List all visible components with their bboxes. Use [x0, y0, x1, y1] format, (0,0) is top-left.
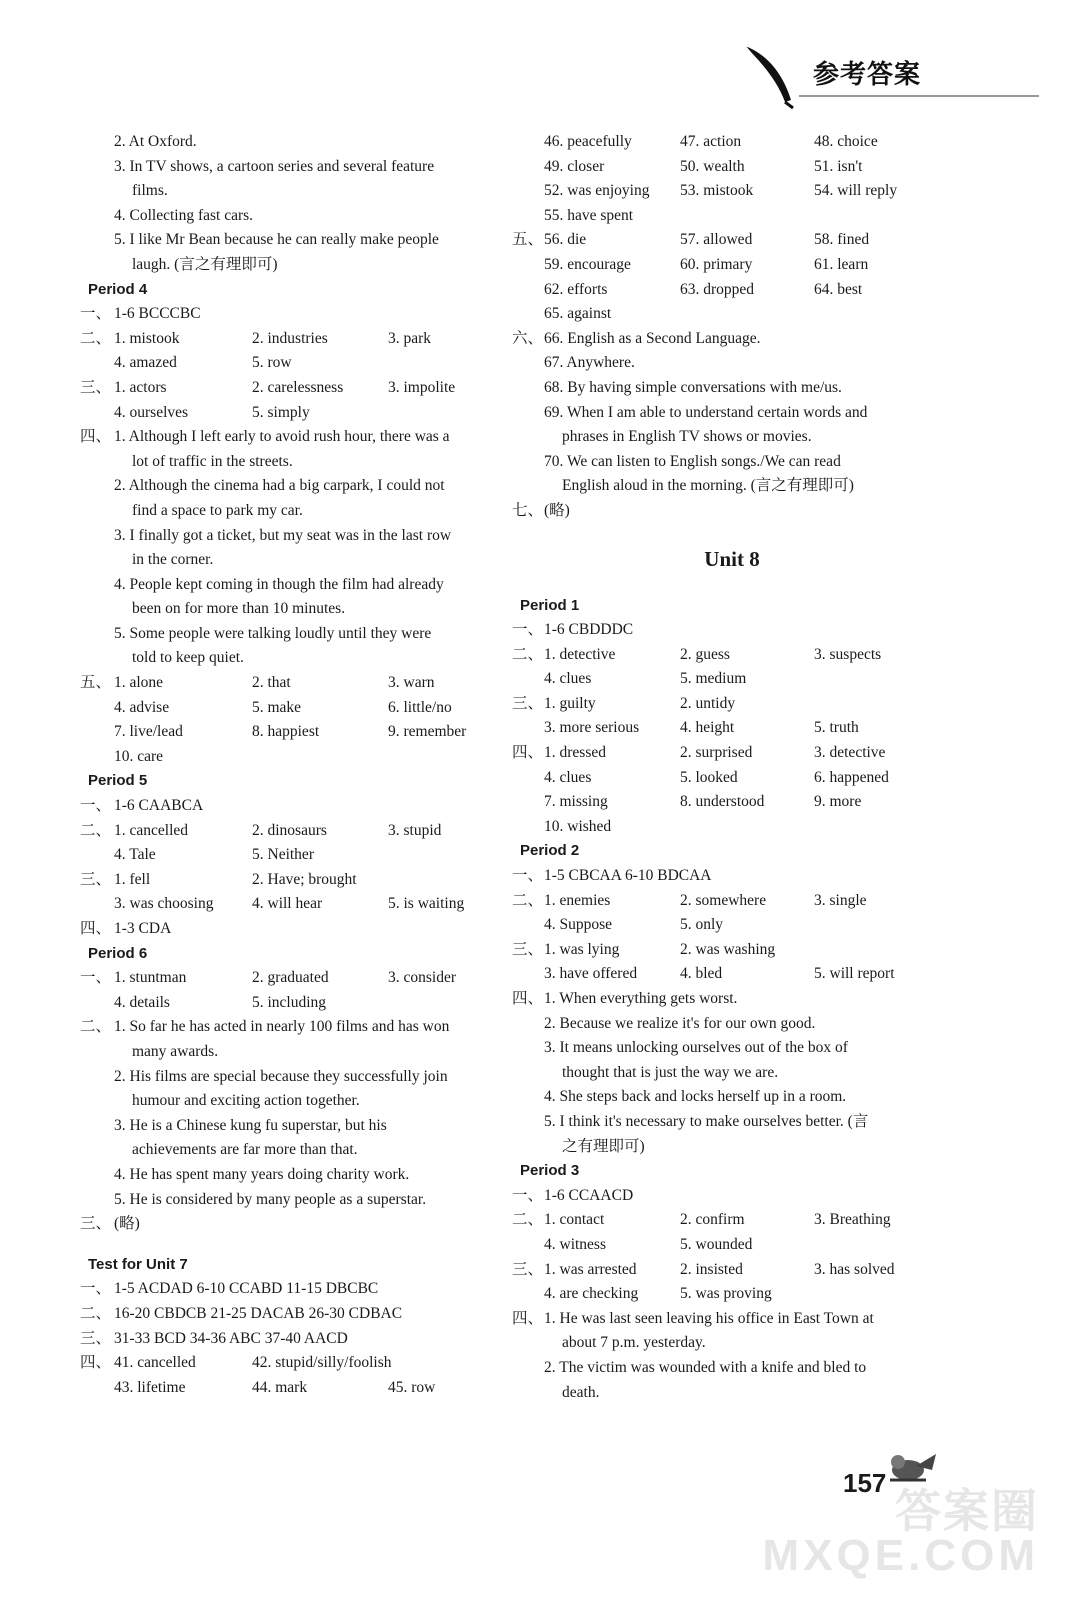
question-marker: 二、 — [512, 1211, 544, 1229]
question-marker: 三、 — [80, 870, 112, 888]
answer-line — [80, 179, 520, 204]
answer-line — [512, 155, 952, 180]
answer-cell: 5. truth — [814, 719, 859, 737]
answer-text: 5. I like Mr Bean because he can really make people — [114, 231, 439, 249]
answer-line — [512, 766, 952, 791]
answer-cell: 4. height — [680, 719, 735, 737]
answer-text: in the corner. — [132, 551, 214, 569]
answer-line — [512, 228, 952, 253]
answer-line — [80, 1351, 520, 1376]
answer-cell: 2. confirm — [680, 1211, 745, 1229]
answer-cell: 1. actors — [114, 378, 167, 396]
answer-text: 5. He is considered by many people as a superstar. — [114, 1190, 427, 1208]
answer-line — [80, 671, 520, 696]
question-marker: 五、 — [512, 231, 544, 249]
answer-cell: 61. learn — [814, 255, 869, 273]
header-rule — [799, 95, 1039, 97]
answer-line — [80, 155, 520, 180]
answer-cell: 63. dropped — [680, 280, 755, 298]
question-marker: 一、 — [80, 797, 112, 815]
answer-line — [512, 499, 952, 524]
answer-line — [80, 1089, 520, 1114]
answer-cell: 1. enemies — [544, 891, 611, 909]
answer-line — [512, 278, 952, 303]
page-header — [739, 40, 1039, 110]
question-marker: 三、 — [80, 1329, 112, 1347]
answer-text: 3. In TV shows, a cartoon series and several feature — [114, 157, 435, 175]
answer-text: find a space to park my car. — [132, 501, 303, 519]
answer-cell: 3. stupid — [388, 821, 442, 839]
answer-cell: 54. will reply — [814, 182, 898, 200]
answer-text: many awards. — [132, 1042, 219, 1060]
answer-line — [80, 696, 520, 721]
answer-line — [512, 351, 952, 376]
section-heading: Period 1 — [520, 596, 580, 614]
question-marker: 三、 — [80, 1215, 112, 1233]
answer-cell: 5. will report — [814, 965, 895, 983]
answer-line — [512, 327, 952, 352]
answer-text: been on for more than 10 minutes. — [132, 600, 346, 618]
answer-text: 5. Some people were talking loudly until they were — [114, 624, 432, 642]
answer-line — [80, 548, 520, 573]
answer-text: English aloud in the morning. (言之有理即可) — [562, 477, 854, 495]
answer-text: 4. He has spent many years doing charity work. — [114, 1165, 410, 1183]
answer-line — [80, 843, 520, 868]
answer-line — [512, 889, 952, 914]
answer-cell: 3. Breathing — [814, 1211, 891, 1229]
answer-cell: 3. has solved — [814, 1260, 895, 1278]
answer-line — [80, 204, 520, 229]
question-marker: 三、 — [80, 378, 112, 396]
answer-text: (略) — [114, 1215, 140, 1233]
question-marker: 四、 — [512, 744, 544, 762]
answer-line — [512, 302, 952, 327]
answer-cell: 64. best — [814, 280, 863, 298]
answer-cell: 1. was arrested — [544, 1260, 637, 1278]
answer-text: achievements are far more than that. — [132, 1141, 358, 1159]
answer-cell: 4. ourselves — [114, 403, 189, 421]
answer-text: 1. Although I left early to avoid rush hour, there was a — [114, 428, 450, 446]
answer-column-left — [80, 130, 520, 1400]
answer-cell: 2. surprised — [680, 744, 753, 762]
answer-line — [512, 204, 952, 229]
answer-line — [512, 1381, 952, 1406]
answer-cell: 10. care — [114, 747, 164, 765]
answer-line — [80, 1302, 520, 1327]
answer-line — [512, 1061, 952, 1086]
answer-line — [80, 573, 520, 598]
answer-cell: 1-6 BCCCBC — [114, 305, 201, 323]
answer-cell: 4. are checking — [544, 1285, 639, 1303]
answer-cell: 5. make — [252, 698, 302, 716]
answer-line — [512, 864, 952, 889]
answer-cell: 6. happened — [814, 768, 889, 786]
answer-cell: 5. row — [252, 354, 292, 372]
answer-line — [512, 790, 952, 815]
answer-line — [80, 130, 520, 155]
answer-cell: 2. graduated — [252, 969, 329, 987]
answer-cell: 1. alone — [114, 674, 164, 692]
answer-line — [512, 1135, 952, 1160]
answer-cell: 8. understood — [680, 793, 765, 811]
answer-line — [512, 643, 952, 668]
answer-text: 1-5 ACDAD 6-10 CCABD 11-15 DBCBC — [114, 1280, 379, 1298]
answer-line — [80, 1277, 520, 1302]
answer-cell: 1. stuntman — [114, 969, 187, 987]
question-marker: 四、 — [80, 1354, 112, 1372]
answer-cell: 1-6 CCAACD — [544, 1186, 634, 1204]
answer-cell: 7. live/lead — [114, 723, 183, 741]
quill-pen-icon — [739, 40, 799, 110]
answer-cell: 7. missing — [544, 793, 608, 811]
unit-title: Unit 8 — [704, 546, 760, 571]
answer-cell: 9. more — [814, 793, 862, 811]
answer-cell: 3. have offered — [544, 965, 638, 983]
answer-cell: 3. consider — [388, 969, 457, 987]
answer-cell: 1. contact — [544, 1211, 605, 1229]
mascot-icon — [880, 1440, 940, 1490]
answer-line — [512, 962, 952, 987]
answer-line — [512, 425, 952, 450]
answer-line — [512, 667, 952, 692]
answer-cell: 49. closer — [544, 157, 605, 175]
answer-line — [80, 351, 520, 376]
answer-text: told to keep quiet. — [132, 649, 244, 667]
question-marker: 四、 — [80, 920, 112, 937]
section-heading: Period 3 — [520, 1162, 580, 1180]
answer-line — [512, 401, 952, 426]
answer-line — [80, 966, 520, 991]
answer-line — [512, 1085, 952, 1110]
answer-line — [80, 376, 520, 401]
answer-cell: 55. have spent — [544, 206, 634, 224]
section-heading: Period 2 — [520, 842, 580, 860]
answer-cell: 5. including — [252, 993, 327, 1011]
question-marker: 二、 — [80, 1018, 112, 1036]
answer-cell: 2. untidy — [680, 694, 736, 712]
answer-cell: 2. somewhere — [680, 891, 767, 909]
answer-cell: 1-3 CDA — [114, 920, 172, 937]
answer-cell: 8. happiest — [252, 723, 320, 741]
spacer — [80, 1237, 520, 1253]
question-marker: 一、 — [512, 621, 544, 639]
answer-cell: 4. amazed — [114, 354, 177, 372]
answer-cell: 58. fined — [814, 231, 870, 249]
question-marker: 七、 — [512, 501, 544, 519]
answer-cell: 4. Suppose — [544, 916, 613, 934]
answer-line — [80, 1015, 520, 1040]
answer-text: phrases in English TV shows or movies. — [562, 428, 812, 446]
answer-text: 5. I think it's necessary to make ourselves better. (言 — [544, 1112, 869, 1130]
answer-line — [80, 1040, 520, 1065]
section-heading: Period 4 — [88, 280, 148, 298]
question-marker: 二、 — [80, 821, 112, 839]
answer-line — [80, 892, 520, 917]
answer-cell: 5. medium — [680, 670, 747, 688]
answer-line — [80, 401, 520, 426]
answer-cell: 3. warn — [388, 674, 435, 692]
watermark — [762, 1485, 1039, 1580]
answer-cell: 2. Have; brought — [252, 870, 357, 888]
answer-line — [80, 1188, 520, 1213]
answer-line — [512, 130, 952, 155]
answer-line — [512, 987, 952, 1012]
answer-text: 之有理即可) — [562, 1137, 645, 1155]
answer-cell: 5. was proving — [680, 1285, 772, 1303]
answer-line — [80, 720, 520, 745]
answer-cell: 59. encourage — [544, 255, 631, 273]
answer-line — [512, 1307, 952, 1332]
answer-line — [512, 474, 952, 499]
answer-text: laugh. (言之有理即可) — [132, 255, 278, 273]
answer-cell: 65. against — [544, 305, 612, 323]
answer-text: humour and exciting action together. — [132, 1092, 360, 1110]
question-marker: 四、 — [512, 990, 544, 1007]
question-marker: 六、 — [512, 329, 544, 347]
answer-line — [512, 815, 952, 840]
answer-line — [80, 646, 520, 671]
answer-cell: 60. primary — [680, 255, 753, 273]
answer-cell: 4. bled — [680, 965, 723, 983]
answer-cell: 46. peacefully — [544, 133, 632, 150]
section-heading: Period 5 — [88, 772, 148, 790]
question-marker: 一、 — [512, 1186, 544, 1204]
answer-cell: 44. mark — [252, 1378, 308, 1396]
answer-line — [512, 376, 952, 401]
answer-text: 1. So far he has acted in nearly 100 films and has won — [114, 1018, 450, 1036]
answer-cell: 5. only — [680, 916, 724, 934]
answer-line — [512, 716, 952, 741]
answer-text: 2. The victim was wounded with a knife and bled to — [544, 1358, 867, 1376]
answer-line — [512, 179, 952, 204]
answer-line — [80, 819, 520, 844]
answer-text: 2. At Oxford. — [114, 133, 197, 150]
answer-text: 2. Because we realize it's for our own good. — [544, 1014, 816, 1032]
answer-text: 3. I finally got a ticket, but my seat was in the last row — [114, 526, 452, 544]
answer-cell: 1. fell — [114, 870, 151, 888]
answer-text: 1. He was last seen leaving his office in East Town at — [544, 1309, 874, 1327]
answer-line — [512, 1012, 952, 1037]
answer-line — [80, 1376, 520, 1401]
answer-cell: 5. looked — [680, 768, 738, 786]
answer-cell: 41. cancelled — [114, 1354, 196, 1372]
answer-cell: 52. was enjoying — [544, 182, 650, 200]
answer-cell: 62. efforts — [544, 280, 608, 298]
answer-line — [80, 1212, 520, 1237]
question-marker: 四、 — [512, 1309, 544, 1327]
answer-cell: 2. insisted — [680, 1260, 743, 1278]
answer-text: 3. It means unlocking ourselves out of the box of — [544, 1039, 848, 1057]
question-marker: 一、 — [512, 867, 544, 885]
answer-cell: 3. suspects — [814, 645, 882, 663]
answer-cell: 3. single — [814, 891, 867, 909]
question-marker: 二、 — [512, 645, 544, 663]
answer-cell: 48. choice — [814, 133, 878, 150]
answer-text: films. — [132, 182, 168, 200]
answer-text: 16-20 CBDCB 21-25 DACAB 26-30 CDBAC — [114, 1304, 403, 1322]
answer-line — [80, 1114, 520, 1139]
answer-text: about 7 p.m. yesterday. — [562, 1334, 706, 1352]
answer-cell: 1. cancelled — [114, 821, 189, 839]
answer-line — [512, 450, 952, 475]
question-marker: 三、 — [512, 940, 544, 958]
answer-line — [80, 1327, 520, 1352]
watermark-brand: 答案圈 — [895, 1485, 1039, 1537]
answer-line — [512, 1233, 952, 1258]
question-marker: 五、 — [80, 674, 112, 692]
answer-cell: 10. wished — [544, 817, 612, 835]
answer-cell: 1. dressed — [544, 744, 606, 762]
question-marker: 一、 — [80, 305, 112, 323]
answer-line — [512, 1208, 952, 1233]
answer-cell: 4. advise — [114, 698, 170, 716]
answer-cell: 4. will hear — [252, 895, 323, 913]
answer-text: 2. His films are special because they successfully join — [114, 1067, 448, 1085]
answer-cell: 53. mistook — [680, 182, 754, 200]
answer-line — [512, 741, 952, 766]
answer-line — [512, 1258, 952, 1283]
answer-line — [80, 1138, 520, 1163]
answer-line — [80, 425, 520, 450]
answer-cell: 1-6 CAABCA — [114, 797, 204, 815]
answer-cell: 2. guess — [680, 645, 730, 663]
answer-cell: 9. remember — [388, 723, 467, 741]
answer-cell: 57. allowed — [680, 231, 753, 249]
answer-line — [512, 618, 952, 643]
answer-cell: 4. witness — [544, 1235, 606, 1253]
answer-line — [80, 794, 520, 819]
answer-cell: 2. carelessness — [252, 378, 344, 396]
answer-line — [80, 450, 520, 475]
answer-text: 66. English as a Second Language. — [544, 329, 761, 347]
answer-line — [512, 253, 952, 278]
question-marker: 二、 — [80, 1304, 112, 1322]
answer-cell: 45. row — [388, 1378, 436, 1396]
answer-line — [80, 524, 520, 549]
answer-line — [512, 1356, 952, 1381]
section-heading: Period 6 — [88, 944, 148, 962]
watermark-url: MXQE.COM — [762, 1531, 1039, 1580]
answer-cell: 5. wounded — [680, 1235, 753, 1253]
question-marker: 一、 — [80, 969, 112, 987]
answer-cell: 43. lifetime — [114, 1378, 186, 1396]
header-title: 参考答案 — [812, 60, 921, 90]
answer-cell: 1. mistook — [114, 329, 180, 347]
answer-line — [80, 1163, 520, 1188]
answer-cell: 2. industries — [252, 329, 328, 347]
page-number: 157 — [843, 1468, 887, 1498]
answer-cell: 3. park — [388, 329, 432, 347]
answer-cell: 1. was lying — [544, 940, 620, 958]
answer-line — [512, 1110, 952, 1135]
answer-cell: 4. clues — [544, 670, 592, 688]
answer-text: 70. We can listen to English songs./We can read — [544, 452, 841, 470]
answer-line — [512, 1184, 952, 1209]
answer-cell: 42. stupid/silly/foolish — [252, 1354, 392, 1372]
answer-cell: 3. detective — [814, 744, 886, 762]
answer-text: 4. She steps back and locks herself up in a room. — [544, 1088, 847, 1106]
answer-line — [512, 1282, 952, 1307]
answer-line — [512, 913, 952, 938]
question-marker: 一、 — [80, 1280, 112, 1298]
answer-cell: 6. little/no — [388, 698, 452, 716]
answer-line — [80, 991, 520, 1016]
answer-text: 1. When everything gets worst. — [544, 990, 738, 1007]
answer-line — [512, 938, 952, 963]
answer-cell: 1-6 CBDDDC — [544, 621, 634, 639]
answer-cell: 5. Neither — [252, 846, 314, 864]
question-marker: 三、 — [512, 1260, 544, 1278]
answer-text: 1-5 CBCAA 6-10 BDCAA — [544, 867, 712, 885]
answer-line — [80, 228, 520, 253]
answer-cell: 2. that — [252, 674, 291, 692]
answer-cell: 50. wealth — [680, 157, 745, 175]
answer-line — [80, 597, 520, 622]
answer-line — [512, 1331, 952, 1356]
answer-cell: 2. dinosaurs — [252, 821, 327, 839]
answer-cell: 47. action — [680, 133, 742, 150]
answer-text: death. — [562, 1383, 600, 1401]
answer-text: 3. He is a Chinese kung fu superstar, but his — [114, 1116, 387, 1134]
answer-column-right — [512, 130, 952, 1405]
answer-cell: 56. die — [544, 231, 587, 249]
answer-cell: 51. isn't — [814, 157, 863, 175]
answer-text: 4. People kept coming in though the film had already — [114, 575, 444, 593]
answer-line — [80, 868, 520, 893]
answer-line — [80, 474, 520, 499]
answer-cell: 1. detective — [544, 645, 616, 663]
answer-cell: 5. simply — [252, 403, 310, 421]
answer-cell: 4. Tale — [114, 846, 156, 864]
section-heading: Test for Unit 7 — [88, 1255, 188, 1273]
answer-text: 67. Anywhere. — [544, 354, 635, 372]
answer-cell: 3. impolite — [388, 378, 456, 396]
question-marker: 二、 — [80, 329, 112, 347]
answer-line — [80, 745, 520, 770]
answer-text: 31-33 BCD 34-36 ABC 37-40 AACD — [114, 1329, 348, 1347]
answer-line — [512, 692, 952, 717]
answer-cell: 4. details — [114, 993, 170, 1011]
answer-line — [80, 622, 520, 647]
answer-cell: 2. was washing — [680, 940, 776, 958]
answer-text: 2. Although the cinema had a big carpark, I could not — [114, 477, 445, 495]
answer-text: 4. Collecting fast cars. — [114, 206, 254, 224]
answer-line — [80, 302, 520, 327]
answer-line — [80, 253, 520, 278]
answer-line — [80, 499, 520, 524]
answer-cell: 5. is waiting — [388, 895, 465, 913]
answer-line — [80, 917, 520, 942]
question-marker: 二、 — [512, 891, 544, 909]
answer-cell: 3. more serious — [544, 719, 640, 737]
answer-text: thought that is just the way we are. — [562, 1063, 779, 1081]
answer-text: 69. When I am able to understand certain words and — [544, 403, 868, 421]
answer-line — [80, 1065, 520, 1090]
answer-cell: 4. clues — [544, 768, 592, 786]
answer-text: lot of traffic in the streets. — [132, 452, 293, 470]
answer-text: 68. By having simple conversations with me/us. — [544, 378, 842, 396]
answer-cell: 1. guilty — [544, 694, 596, 712]
answer-cell: 3. was choosing — [114, 895, 214, 913]
answer-line — [512, 1036, 952, 1061]
answer-text: (略) — [544, 501, 570, 519]
question-marker: 三、 — [512, 694, 544, 712]
question-marker: 四、 — [80, 428, 112, 446]
answer-line — [80, 327, 520, 352]
